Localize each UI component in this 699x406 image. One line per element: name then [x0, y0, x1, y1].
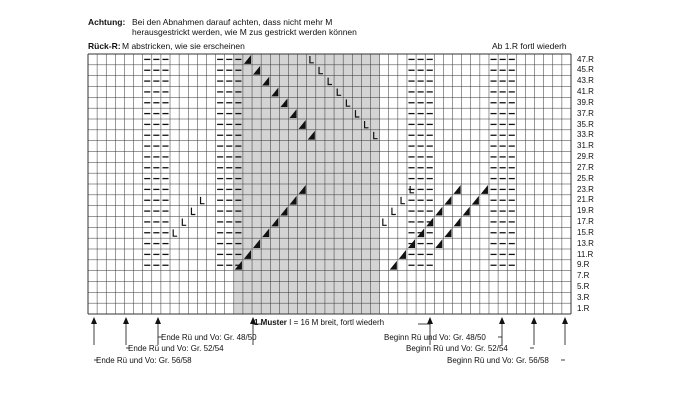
row-label: 11.R — [577, 249, 594, 259]
row-label: 33.R — [577, 130, 594, 140]
achtung-line-1: Bei den Abnahmen darauf achten, dass nicht mehr M — [132, 17, 333, 27]
decrease-triangle — [435, 239, 442, 248]
row-label: 45.R — [577, 65, 594, 75]
decrease-triangle — [399, 250, 406, 259]
row-label: 23.R — [577, 184, 594, 194]
decrease-triangle — [454, 218, 461, 227]
beginn-5254: Beginn Rü und Vo: Gr. 52/54 — [406, 344, 508, 353]
row-label: 19.R — [577, 206, 594, 216]
increase-mark — [383, 219, 387, 226]
row-label: 47.R — [577, 54, 594, 64]
row-label: 3.R — [577, 292, 590, 302]
decrease-triangle — [444, 196, 451, 205]
row-label: 5.R — [577, 282, 590, 291]
decrease-triangle — [463, 207, 470, 216]
row-label: 15.R — [577, 227, 594, 237]
increase-mark — [191, 208, 195, 215]
decrease-triangle — [435, 207, 442, 216]
row-label: 13.R — [577, 238, 594, 248]
ende-5658: Ende Rü und Vo: Gr. 56/58 — [96, 356, 192, 365]
beginn-5658: Beginn Rü und Vo: Gr. 56/58 — [447, 356, 549, 365]
row-label: 31.R — [577, 141, 594, 151]
row-label: 21.R — [577, 195, 594, 205]
rueck-label: Rück-R: — [88, 41, 121, 51]
muster-eq: I — [289, 318, 294, 327]
decrease-triangle — [481, 185, 488, 194]
row-label: 37.R — [577, 108, 594, 118]
rueck-text: M abstricken, wie sie erscheinen — [122, 41, 245, 51]
increase-mark — [201, 197, 205, 204]
row-label: 39.R — [577, 97, 594, 107]
size-arrow-head — [427, 317, 433, 324]
achtung-line-2: herausgestrickt werden, wie M zus gestrickt werden können — [132, 27, 357, 37]
row-label: 1.R — [577, 303, 590, 313]
row-label: 9.R — [577, 260, 590, 270]
decrease-triangle — [390, 261, 397, 270]
increase-mark — [173, 229, 177, 236]
row-label: 35.R — [577, 119, 594, 129]
achtung-label: Achtung: — [88, 17, 126, 27]
row-label: 41.R — [577, 87, 594, 96]
row-label: 27.R — [577, 162, 594, 172]
decrease-triangle — [454, 185, 461, 194]
row-label: 7.R — [577, 271, 590, 281]
size-arrow-head — [123, 317, 129, 324]
ende-5254: Ende Rü und Vo: Gr. 52/54 — [128, 344, 224, 353]
size-arrow-head — [531, 317, 537, 324]
muster-label: 1 Muster — [254, 318, 287, 327]
size-arrow-head — [562, 317, 568, 324]
row-label: 43.R — [577, 76, 594, 86]
row-label: 25.R — [577, 173, 594, 183]
ab-text: Ab 1.R fortl wiederh — [492, 41, 567, 51]
row-label: 29.R — [577, 152, 594, 161]
muster-text: = 16 M breit, fortl wiederh — [293, 318, 385, 327]
increase-mark — [401, 197, 405, 204]
increase-mark — [392, 208, 396, 215]
row-label: 17.R — [577, 217, 594, 226]
decrease-triangle — [444, 228, 451, 237]
beginn-4850: Beginn Rü und Vo: Gr. 48/50 — [384, 333, 486, 342]
decrease-triangle — [472, 196, 479, 205]
ende-4850: Ende Rü und Vo: Gr. 48/50 — [161, 333, 257, 342]
size-arrow-head — [91, 317, 97, 324]
muster-note — [254, 318, 384, 328]
size-arrow-head — [155, 317, 161, 324]
increase-mark — [182, 219, 186, 226]
size-arrow-head — [499, 317, 505, 324]
